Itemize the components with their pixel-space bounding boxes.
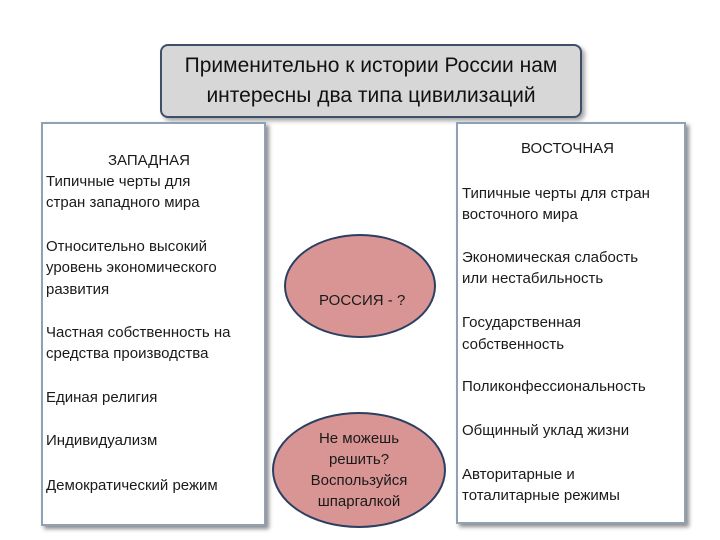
east-heading: ВОСТОЧНАЯ (521, 140, 615, 157)
west-heading: ЗАПАДНАЯ (108, 152, 191, 169)
east-trait-religion: Поликонфессиональность (462, 378, 646, 395)
east-subtitle-line-2: восточного мира (462, 206, 578, 223)
east-trait-economy-line-1: Экономическая слабость (462, 249, 639, 266)
east-trait-property-line-2: собственность (462, 336, 565, 353)
west-subtitle-line-2: стран западного мира (46, 194, 200, 211)
west-trait-property-line-1: Частная собственность на (46, 324, 231, 341)
east-trait-regime-line-1: Авторитарные и (462, 466, 575, 483)
hint-ellipse (272, 412, 446, 528)
hint-line-2: решить? (328, 451, 390, 468)
east-trait-economy-line-2: или нестабильность (462, 270, 604, 287)
west-trait-economy-line-1: Относительно высокий (46, 238, 208, 255)
title-box (160, 44, 582, 118)
west-trait-property-line-2: средства производства (46, 345, 209, 362)
west-trait-individualism: Индивидуализм (46, 432, 158, 449)
west-trait-democracy: Демократический режим (46, 477, 218, 494)
hint-line-1: Не можешь (318, 430, 400, 447)
east-subtitle-line-1: Типичные черты для стран (462, 185, 650, 202)
east-trait-property-line-1: Государственная (462, 314, 581, 331)
hint-line-3: Воспользуйся (310, 472, 408, 489)
west-subtitle-line-1: Типичные черты для (46, 173, 191, 190)
west-trait-economy-line-3: развития (46, 281, 110, 298)
west-trait-economy-line-2: уровень экономического (46, 259, 217, 276)
east-trait-community: Общинный уклад жизни (462, 422, 630, 439)
title-line-2: интересны два типа цивилизаций (206, 84, 536, 107)
title-line-1: Применительно к истории России нам (184, 54, 558, 77)
hint-line-4: шпаргалкой (317, 493, 401, 510)
west-trait-religion: Единая религия (46, 389, 158, 406)
russia-label: РОССИЯ - ? (319, 292, 406, 309)
east-trait-regime-line-2: тоталитарные режимы (462, 487, 620, 504)
russia-ellipse (284, 234, 436, 338)
